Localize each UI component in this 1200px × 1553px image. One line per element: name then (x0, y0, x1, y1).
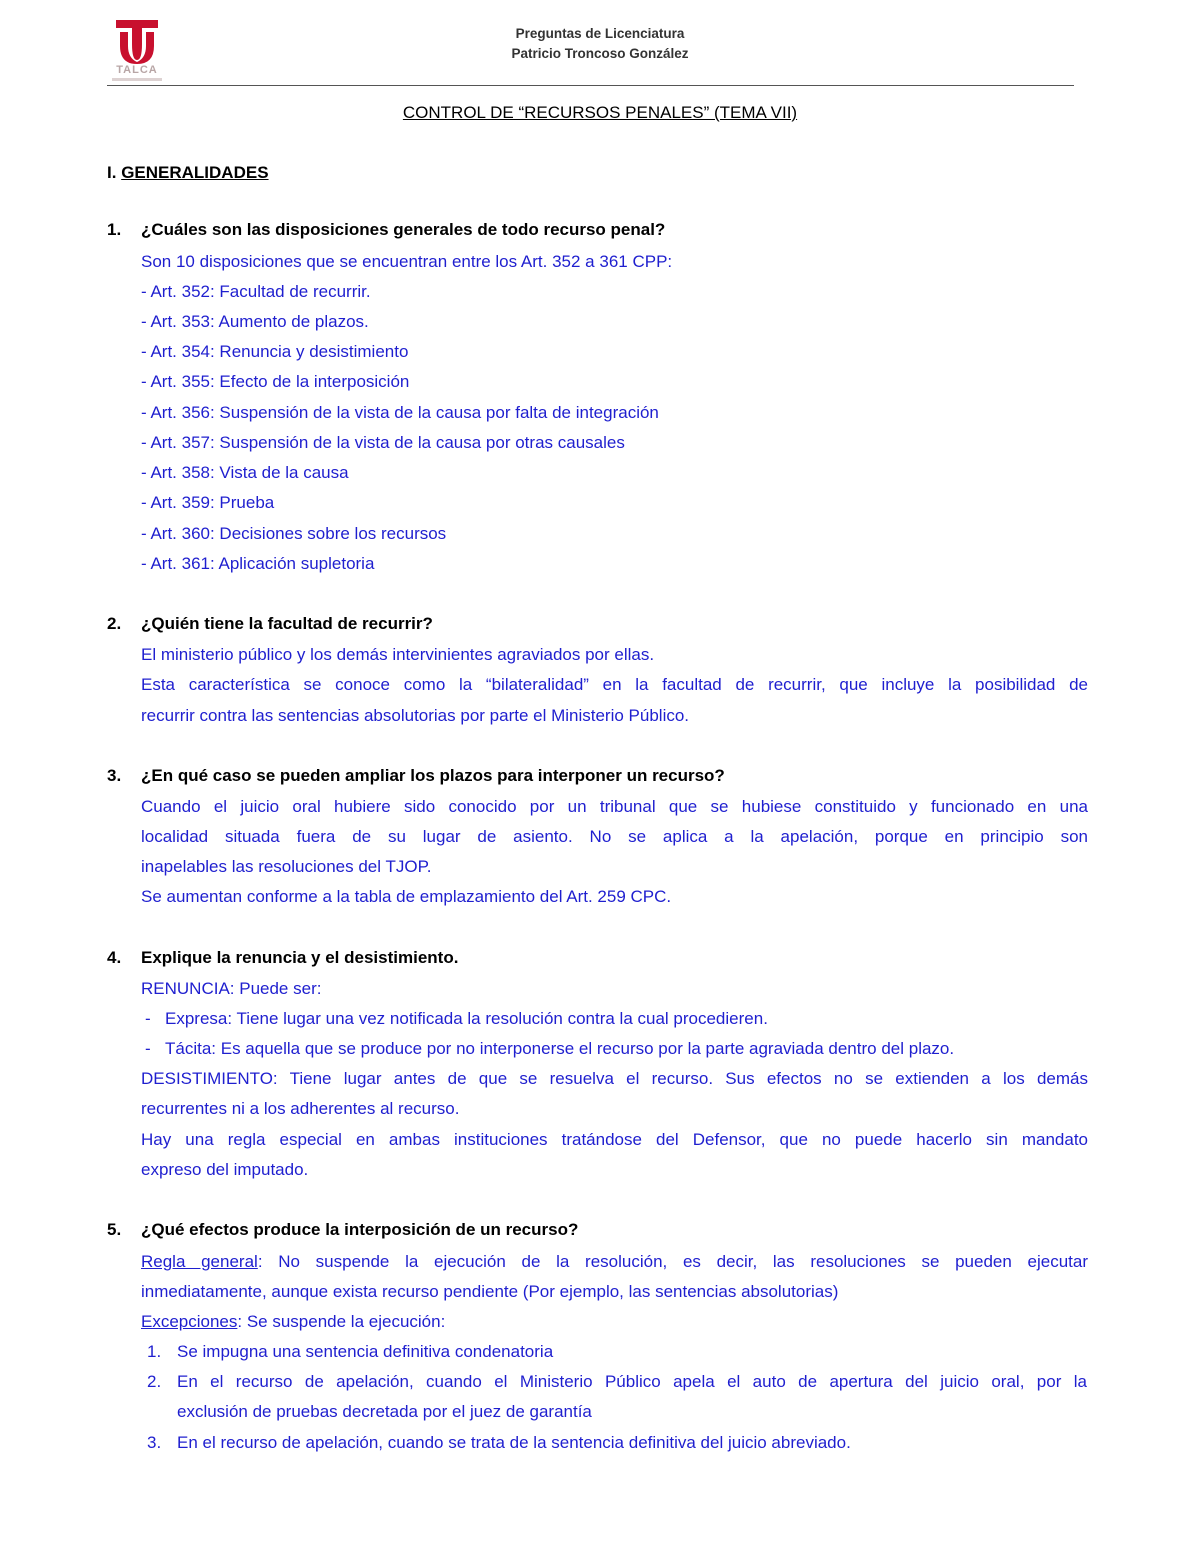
answer-line: Se aumentan conforme a la tabla de emplazamiento del Art. 259 CPC. (141, 887, 672, 906)
list-item: - Art. 358: Vista de la causa (141, 463, 349, 482)
question-text: ¿Qué efectos produce la interposición de un recurso? (141, 1220, 579, 1239)
talca-seal-icon (112, 18, 162, 64)
item-text: En el recurso de apelación, cuando el Ministerio Público apela el auto de apertura del juicio oral, por la (177, 1372, 1087, 1391)
section-prefix: I. (107, 163, 117, 182)
exceptions-text: : Se suspende la ejecución: (237, 1312, 446, 1331)
list-item: - Art. 352: Facultad de recurrir. (141, 282, 371, 301)
list-item: - Art. 357: Suspensión de la vista de la causa por otras causales (141, 433, 625, 452)
question-text: ¿Cuáles son las disposiciones generales de todo recurso penal? (141, 220, 666, 239)
logo-subtext (112, 78, 162, 81)
answer-line (141, 1252, 1088, 1272)
item-number: 1. (147, 1342, 162, 1361)
list-item-text: Tácita: Es aquella que se produce por no interponerse el recurso por la parte agraviada dentro del plazo. (165, 1039, 955, 1058)
question-number: 2. (107, 614, 122, 633)
answer-line: RENUNCIA: Puede ser: (141, 979, 322, 998)
item-text: Se impugna una sentencia definitiva condenatoria (177, 1342, 554, 1361)
list-item: - Art. 355: Efecto de la interposición (141, 372, 410, 391)
answer-line: inapelables las resoluciones del TJOP. (141, 857, 432, 876)
list-item: - Art. 360: Decisiones sobre los recursos (141, 524, 447, 543)
page-title: CONTROL DE “RECURSOS PENALES” (TEMA VII) (402, 103, 798, 122)
question-text: ¿Quién tiene la facultad de recurrir? (141, 614, 433, 633)
question-number: 5. (107, 1220, 122, 1239)
list-dash: - (145, 1009, 151, 1028)
answer-line: inmediatamente, aunque exista recurso pendiente (Por ejemplo, las sentencias absolutorias) (141, 1282, 839, 1301)
numbered-item (147, 1433, 1087, 1453)
question-text: ¿En qué caso se pueden ampliar los plazos para interponer un recurso? (141, 766, 725, 785)
list-item: - Art. 353: Aumento de plazos. (141, 312, 369, 331)
rule-label: Regla general (141, 1252, 258, 1271)
list-item (145, 1009, 1092, 1029)
item-text: En el recurso de apelación, cuando se trata de la sentencia definitiva del juicio abreviado. (177, 1433, 851, 1452)
answer-line: El ministerio público y los demás intervinientes agraviados por ellas. (141, 645, 655, 664)
answer-line (141, 1312, 1088, 1332)
list-dash: - (145, 1039, 151, 1058)
question-text: Explique la renuncia y el desistimiento. (141, 948, 459, 967)
answer-line: localidad situada fuera de su lugar de asiento. No se aplica a la apelación, porque en principio son (141, 827, 1088, 846)
question-number: 3. (107, 766, 122, 785)
header-line-1: Preguntas de Licenciatura (515, 26, 685, 41)
university-logo (112, 18, 162, 82)
numbered-item (147, 1372, 1087, 1392)
list-item: - Art. 361: Aplicación supletoria (141, 554, 375, 573)
question-1 (107, 220, 1087, 240)
exceptions-label: Excepciones (141, 1312, 238, 1331)
list-item: - Art. 356: Suspensión de la vista de la causa por falta de integración (141, 403, 659, 422)
logo-text: TALCA (116, 64, 158, 76)
answer-line: expreso del imputado. (141, 1160, 309, 1179)
question-3 (107, 766, 1087, 786)
rule-text: : No suspende la ejecución de la resolución, es decir, las resoluciones se pueden ejecutar (257, 1252, 1088, 1271)
numbered-item (147, 1342, 1087, 1362)
list-item (145, 1039, 1092, 1059)
list-item: - Art. 354: Renuncia y desistimiento (141, 342, 409, 361)
item-number: 2. (147, 1372, 162, 1391)
answer-line: Cuando el juicio oral hubiere sido conocido por un tribunal que se hubiese constituido y funcionado en una (141, 797, 1088, 816)
answer-line: DESISTIMIENTO: Tiene lugar antes de que se resuelva el recurso. Sus efectos no se extienden a los demás (141, 1069, 1088, 1088)
question-2 (107, 614, 1087, 634)
answer-line: Esta característica se conoce como la “bilateralidad” en la facultad de recurrir, que incluye la posibilidad de (141, 675, 1088, 694)
answer-line: recurrir contra las sentencias absolutorias por parte el Ministerio Público. (141, 706, 690, 725)
numbered-item-continuation (147, 1402, 1087, 1422)
list-item: - Art. 359: Prueba (141, 493, 275, 512)
section-label: GENERALIDADES (121, 163, 269, 182)
header-divider (107, 85, 1074, 86)
answer-line: recurrentes ni a los adherentes al recurso. (141, 1099, 460, 1118)
answer-line: Son 10 disposiciones que se encuentran entre los Art. 352 a 361 CPP: (141, 252, 673, 271)
question-4 (107, 948, 1087, 968)
section-heading (107, 163, 269, 183)
question-number: 4. (107, 948, 122, 967)
question-number: 1. (107, 220, 122, 239)
list-item-text: Expresa: Tiene lugar una vez notificada la resolución contra la cual procedieren. (165, 1009, 768, 1028)
question-5 (107, 1220, 1087, 1240)
item-text: exclusión de pruebas decretada por el juez de garantía (177, 1402, 592, 1421)
answer-line: Hay una regla especial en ambas instituciones tratándose del Defensor, que no puede hacerlo sin mandato (141, 1130, 1088, 1149)
item-number: 3. (147, 1433, 162, 1452)
header-line-2: Patricio Troncoso González (511, 46, 689, 61)
